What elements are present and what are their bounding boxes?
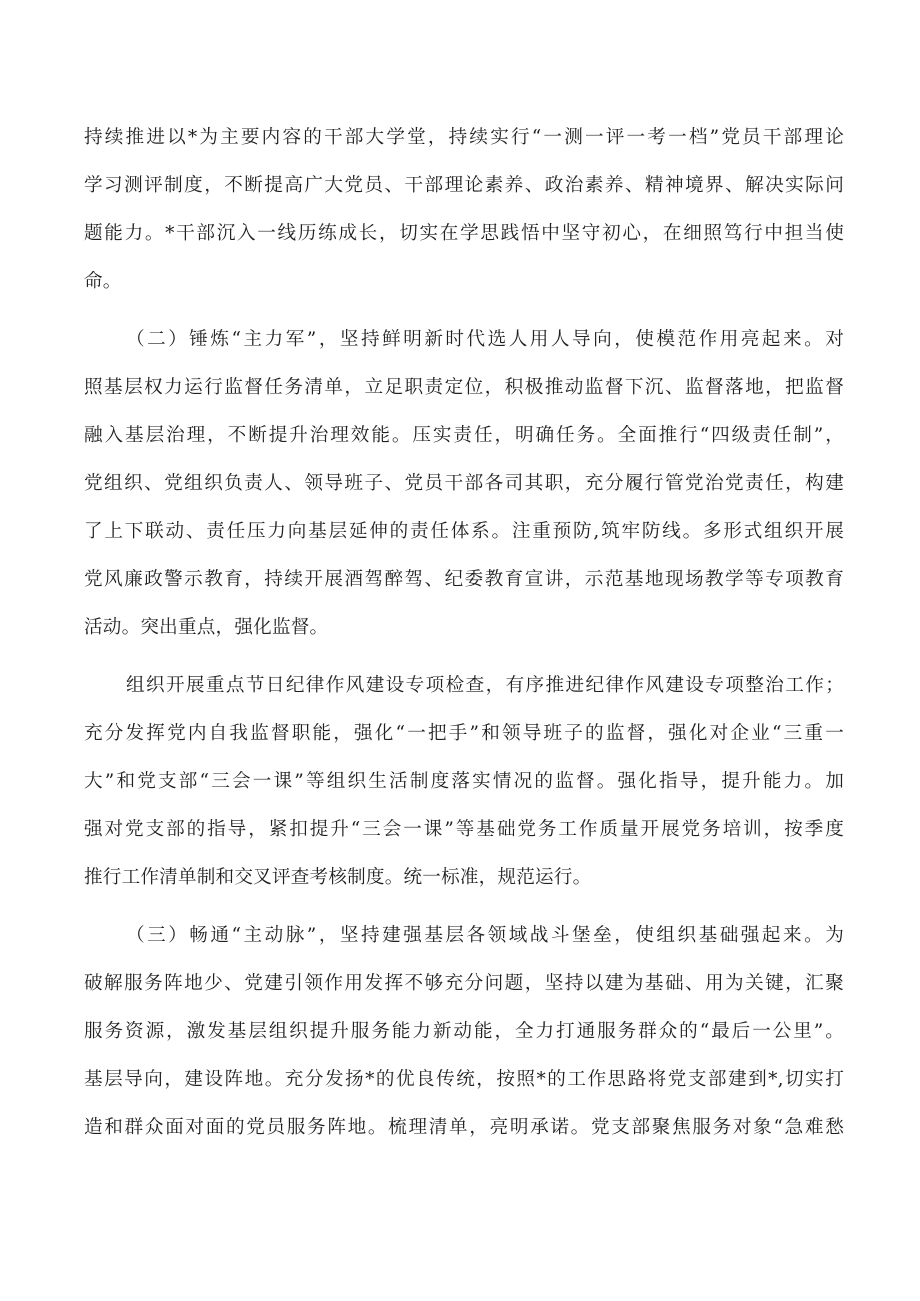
text-line: 党风廉政警示教育，持续开展酒驾醉驾、纪委教育宣讲，示范基地现场教学等专项教育 <box>84 569 844 590</box>
text-line: 破解服务阵地少、党建引领作用发挥不够充分问题，坚持以建为基础、用为关键，汇聚 <box>84 973 844 994</box>
text-line: 了上下联动、责任压力向基层延伸的责任体系。注重预防,筑牢防线。多形式组织开展 <box>84 521 844 542</box>
text-line: 照基层权力运行监督任务清单，立足职责定位，积极推动监督下沉、监督落地，把监督 <box>84 377 844 398</box>
text-line: 融入基层治理，不断提升治理效能。压实责任，明确任务。全面推行“四级责任制”， <box>84 425 844 446</box>
text-line: 基层导向，建设阵地。充分发扬*的优良传统，按照*的工作思路将党支部建到*,切实打 <box>84 1069 844 1090</box>
text-line: 学习测评制度，不断提高广大党员、干部理论素养、政治素养、精神境界、解决实际问 <box>84 175 844 196</box>
paragraph-2 <box>84 316 844 652</box>
paragraph-4 <box>84 912 844 1152</box>
text-line: （三）畅通“主动脉”，坚持建强基层各领域战斗堡垒，使组织基础强起来。为 <box>126 925 844 946</box>
text-line: 活动。突出重点，强化监督。 <box>84 617 329 638</box>
text-line: 强对党支部的指导，紧扣提升“三会一课”等基础党务工作质量开展党务培训，按季度 <box>84 819 844 840</box>
text-line: 持续推进以*为主要内容的干部大学堂，持续实行“一测一评一考一档”党员干部理论 <box>84 127 844 148</box>
text-line: 命。 <box>84 271 122 292</box>
text-line: 推行工作清单制和交叉评查考核制度。统一标准，规范运行。 <box>84 867 592 888</box>
text-line: 大”和党支部“三会一课”等组织生活制度落实情况的监督。强化指导，提升能力。加 <box>84 771 844 792</box>
text-line: 造和群众面对面的党员服务阵地。梳理清单，亮明承诺。党支部聚焦服务对象“急难愁 <box>84 1117 844 1138</box>
paragraph-3 <box>84 662 844 902</box>
paragraph-1 <box>84 114 844 306</box>
text-line: 组织开展重点节日纪律作风建设专项检查，有序推进纪律作风建设专项整治工作； <box>126 675 844 696</box>
document-body <box>84 114 844 1162</box>
text-line: 服务资源，激发基层组织提升服务能力新动能，全力打通服务群众的“最后一公里”。 <box>84 1021 844 1042</box>
text-line: 题能力。*干部沉入一线历练成长，切实在学思践悟中坚守初心，在细照笃行中担当使 <box>84 223 844 244</box>
text-line: （二）锤炼“主力军”，坚持鲜明新时代选人用人导向，使模范作用亮起来。对 <box>126 329 844 350</box>
text-line: 党组织、党组织负责人、领导班子、党员干部各司其职，充分履行管党治党责任，构建 <box>84 473 844 494</box>
text-line: 充分发挥党内自我监督职能，强化“一把手”和领导班子的监督，强化对企业“三重一 <box>84 723 844 744</box>
